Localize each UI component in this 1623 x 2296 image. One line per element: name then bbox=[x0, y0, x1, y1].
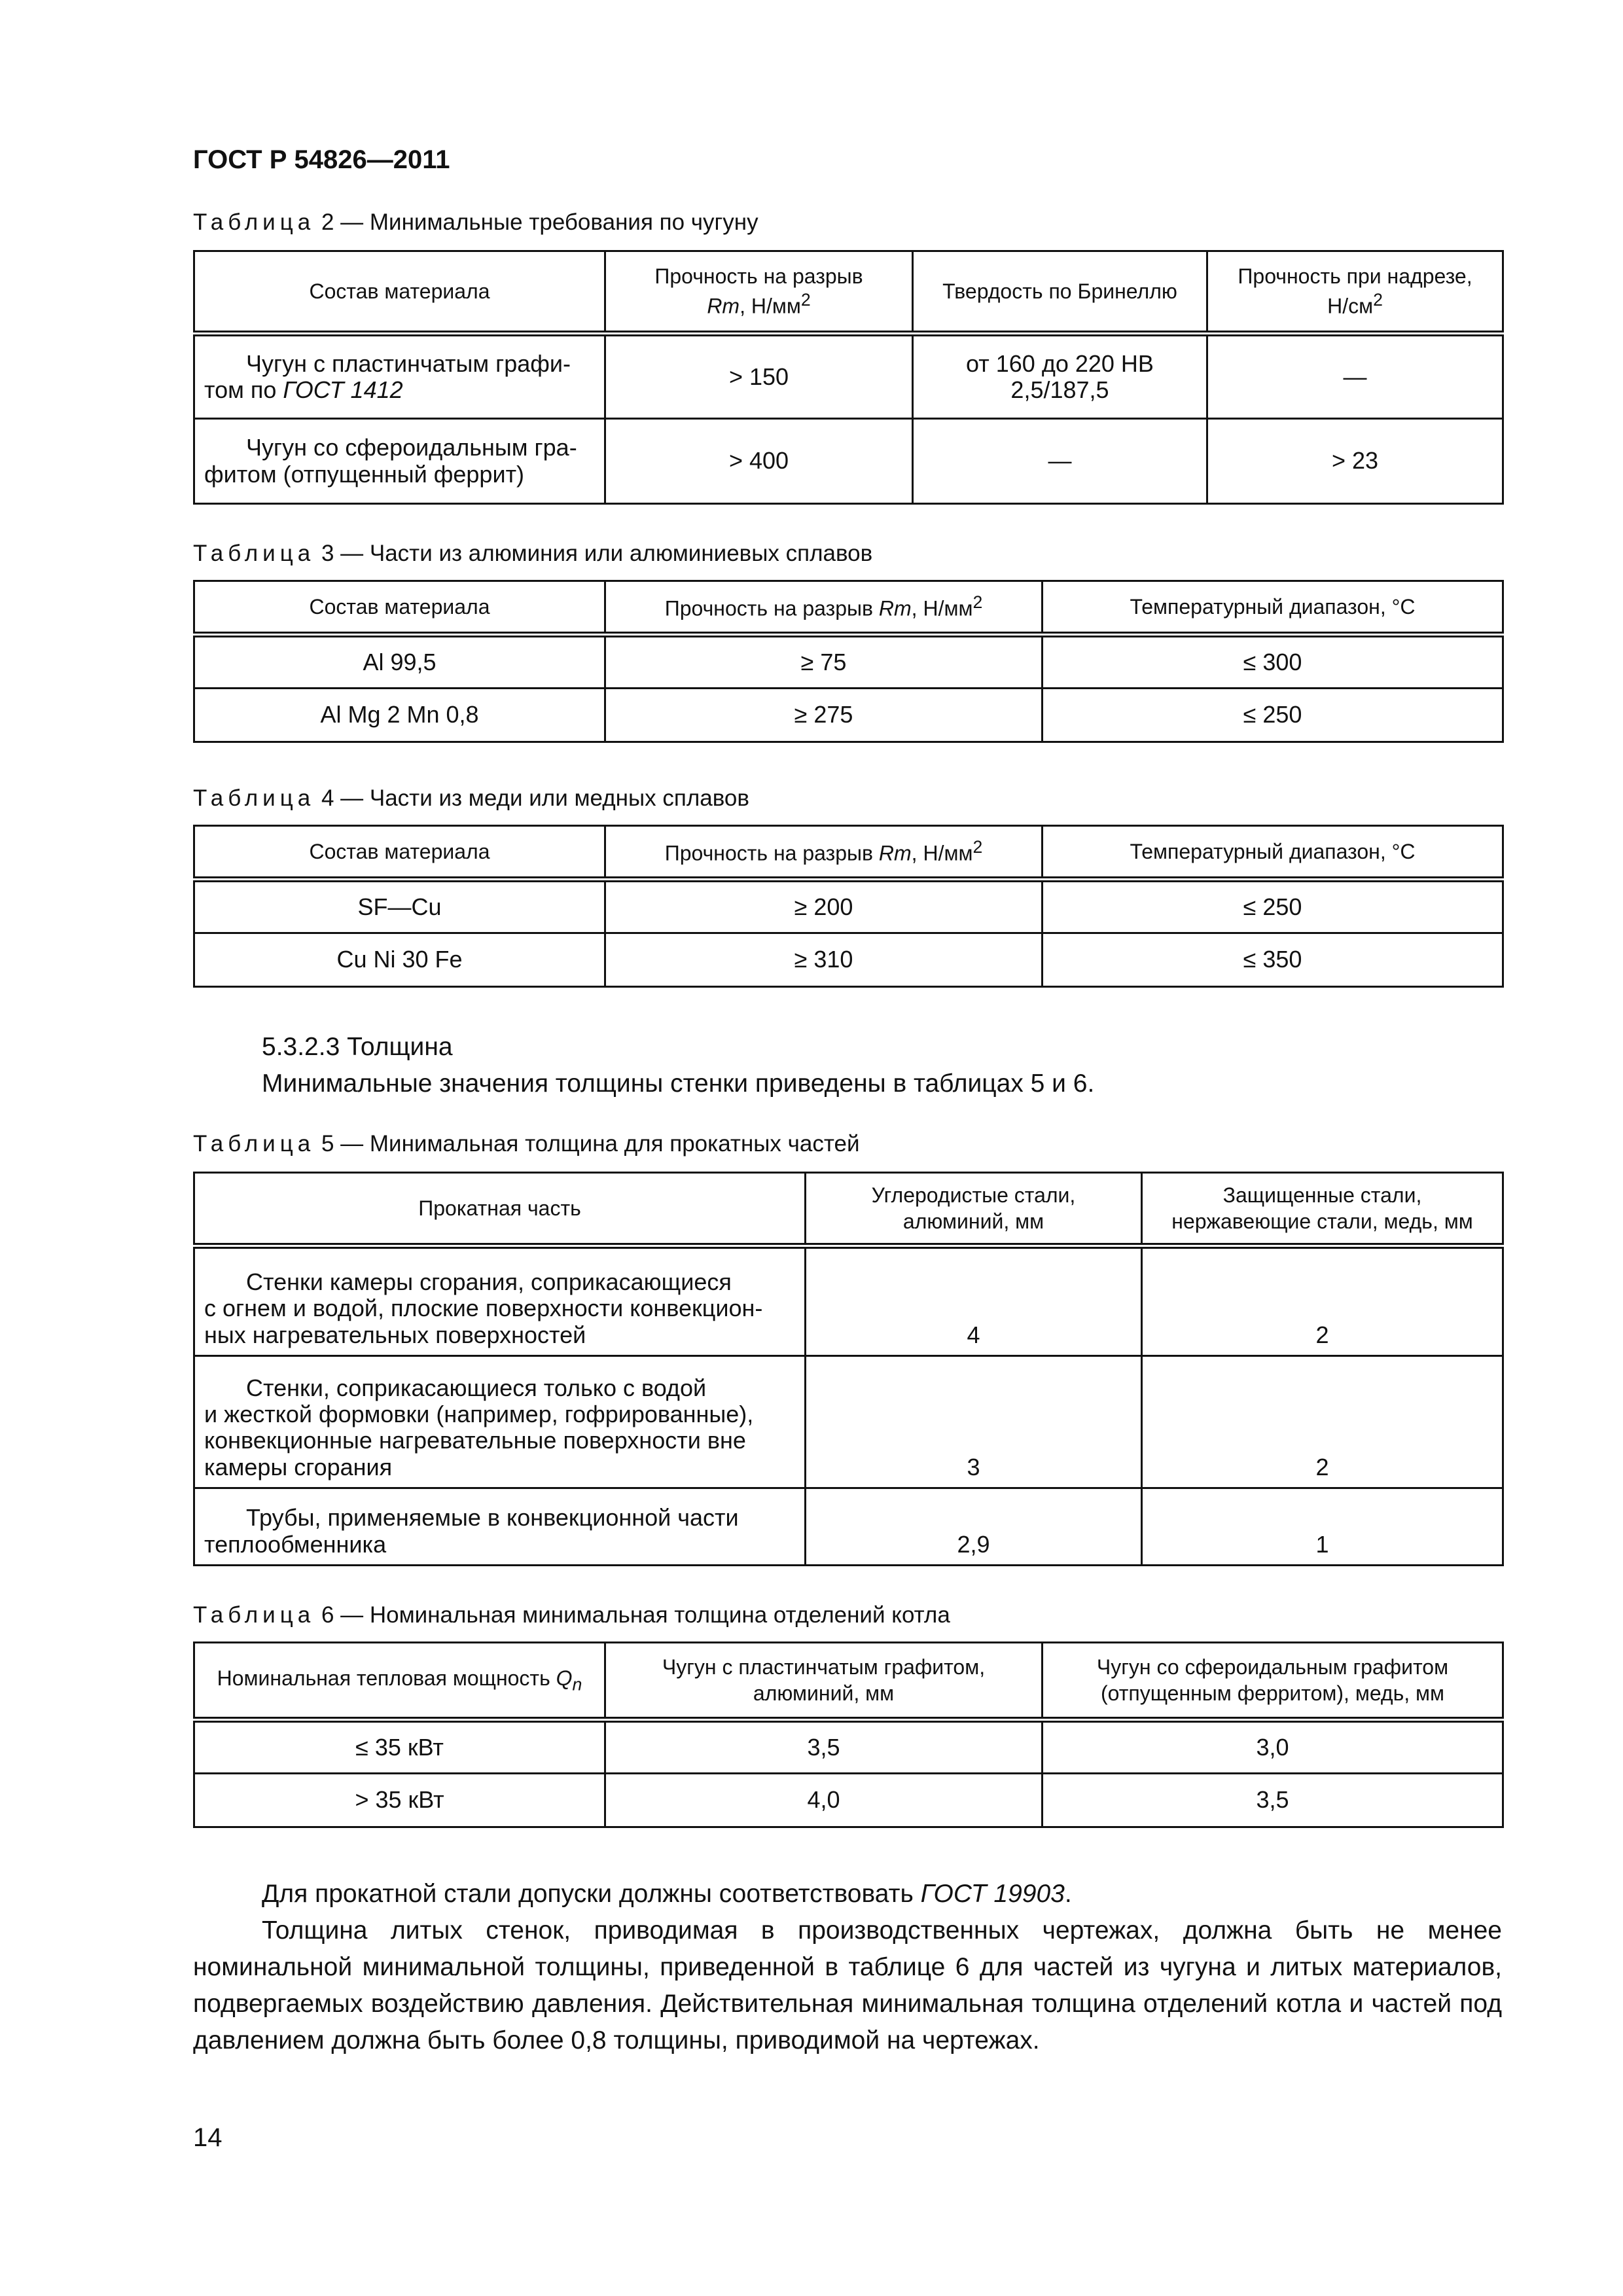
table3-caption: Таблица 3 — Части из алюминия или алюминиевых сплавов bbox=[193, 541, 873, 566]
table4-cell: Cu Ni 30 Fe bbox=[194, 933, 605, 987]
table4-cell: ≥ 200 bbox=[605, 880, 1043, 933]
section-text: Минимальные значения толщины стенки приведены в таблицах 5 и 6. bbox=[262, 1069, 1095, 1098]
table5 bbox=[193, 1172, 1504, 1566]
table6-header-power: Номинальная тепловая мощность $Q_n$ bbox=[194, 1643, 605, 1720]
table5-header-part: Прокатная часть bbox=[194, 1173, 806, 1246]
table4-header-temperature: Температурный диапазон, °С bbox=[1043, 826, 1503, 880]
table2-caption: Таблица 2 — Минимальные требования по чугуну bbox=[193, 209, 758, 235]
table5-caption: Таблица 5 — Минимальная толщина для прокатных частей bbox=[193, 1131, 860, 1157]
table2-header-notch: Прочность при надрезе, $Н/см^2$ bbox=[1207, 251, 1503, 334]
table4-header-strength: Прочность на разрыв Rm, $Н/мм^2$ bbox=[605, 826, 1043, 880]
table3-header-strength: Прочность на разрыв Rm, $Н/мм^2$ bbox=[605, 581, 1043, 635]
table5-cell-carbon: 4 bbox=[806, 1246, 1142, 1356]
table2-cell-strength: > 400 bbox=[605, 419, 913, 504]
table2-cell-notch: > 23 bbox=[1207, 419, 1503, 504]
table-row bbox=[194, 1774, 1503, 1827]
table4-header-material: Состав материала bbox=[194, 826, 605, 880]
table2-cell-material: Чугун со сфероидальным гра- фитом (отпущенный феррит) bbox=[194, 419, 605, 504]
table6-cell: 3,5 bbox=[1043, 1774, 1503, 1827]
table6-header-spheroidal: Чугун со сфероидальным графитом (отпущенным ферритом), медь, мм bbox=[1043, 1643, 1503, 1720]
table5-cell-protected: 2 bbox=[1142, 1246, 1503, 1356]
table4-cell: SF—Cu bbox=[194, 880, 605, 933]
table3-cell: ≥ 275 bbox=[605, 689, 1043, 742]
table-row bbox=[194, 933, 1503, 987]
table-row bbox=[194, 1246, 1503, 1356]
table4 bbox=[193, 825, 1504, 988]
table2-cell-notch: — bbox=[1207, 334, 1503, 419]
table6-cell: 3,5 bbox=[605, 1720, 1043, 1774]
page-number: 14 bbox=[193, 2123, 223, 2152]
table3-header-material: Состав материала bbox=[194, 581, 605, 635]
table-row bbox=[194, 635, 1503, 689]
table6-cell: > 35 кВт bbox=[194, 1774, 605, 1827]
table6-header-lamellar: Чугун с пластинчатым графитом, алюминий, мм bbox=[605, 1643, 1043, 1720]
table6 bbox=[193, 1641, 1504, 1828]
table2-header-hardness: Твердость по Бринеллю bbox=[913, 251, 1207, 334]
table5-cell-part: Стенки, соприкасающиеся только с водой и жесткой формовки (например, гофрированные), конвекционные нагревательные поверхности вне камеры сгорания bbox=[194, 1356, 806, 1488]
table-row bbox=[194, 1356, 1503, 1488]
table6-cell: 3,0 bbox=[1043, 1720, 1503, 1774]
table-row bbox=[194, 689, 1503, 742]
table3-header-temperature: Температурный диапазон, °С bbox=[1043, 581, 1503, 635]
table5-cell-part: Стенки камеры сгорания, соприкасающиеся с огнем и водой, плоские поверхности конвекцион- ных нагревательных поверхностей bbox=[194, 1246, 806, 1356]
table-row bbox=[194, 1720, 1503, 1774]
table5-cell-part: Трубы, применяемые в конвекционной части теплообменника bbox=[194, 1488, 806, 1566]
table6-caption: Таблица 6 — Номинальная минимальная толщина отделений котла bbox=[193, 1602, 950, 1628]
table-row bbox=[194, 334, 1503, 419]
table2 bbox=[193, 250, 1504, 505]
table5-cell-carbon: 2,9 bbox=[806, 1488, 1142, 1566]
table3-cell: ≤ 300 bbox=[1043, 635, 1503, 689]
table6-cell: ≤ 35 кВт bbox=[194, 1720, 605, 1774]
table2-cell-hardness: от 160 до 220 НВ 2,5/187,5 bbox=[913, 334, 1207, 419]
document-header: ГОСТ Р 54826—2011 bbox=[193, 145, 450, 174]
table6-cell: 4,0 bbox=[605, 1774, 1043, 1827]
table2-header-material: Состав материала bbox=[194, 251, 605, 334]
table4-caption: Таблица 4 — Части из меди или медных сплавов bbox=[193, 785, 749, 811]
table2-cell-hardness: — bbox=[913, 419, 1207, 504]
table3-cell: Al 99,5 bbox=[194, 635, 605, 689]
table3 bbox=[193, 580, 1504, 743]
table4-cell: ≤ 350 bbox=[1043, 933, 1503, 987]
section-heading: 5.3.2.3 Толщина bbox=[262, 1033, 453, 1061]
table-row bbox=[194, 880, 1503, 933]
table3-cell: Al Mg 2 Mn 0,8 bbox=[194, 689, 605, 742]
table-row bbox=[194, 1488, 1503, 1566]
table5-cell-carbon: 3 bbox=[806, 1356, 1142, 1488]
table-row bbox=[194, 419, 1503, 504]
table2-cell-material: Чугун с пластинчатым графи- том по ГОСТ 1412 bbox=[194, 334, 605, 419]
table4-cell: ≤ 250 bbox=[1043, 880, 1503, 933]
table2-header-strength: Прочность на разрыв Rm, $Н/мм^2$ bbox=[605, 251, 913, 334]
table3-cell: ≤ 250 bbox=[1043, 689, 1503, 742]
table5-header-carbon: Углеродистые стали, алюминий, мм bbox=[806, 1173, 1142, 1246]
table4-cell: ≥ 310 bbox=[605, 933, 1043, 987]
paragraph-steel-tolerance: Для прокатной стали допуски должны соответствовать ГОСТ 19903. bbox=[262, 1880, 1072, 1908]
table5-header-protected: Защищенные стали, нержавеющие стали, медь, мм bbox=[1142, 1173, 1503, 1246]
table5-cell-protected: 2 bbox=[1142, 1356, 1503, 1488]
table3-cell: ≥ 75 bbox=[605, 635, 1043, 689]
paragraph-cast-walls: Толщина литых стенок, приводимая в производственных чертежах, должна быть не менее номинальной минимальной толщины, приведенной в таблице 6 для частей из чугуна и литых материалов, подвергаемых воздействию давления. Действительная минимальная толщина отделений котла и частей под давлением должна быть более 0,8 толщины, приводимой на чертежах. bbox=[193, 1916, 1502, 2054]
table5-cell-protected: 1 bbox=[1142, 1488, 1503, 1566]
table2-cell-strength: > 150 bbox=[605, 334, 913, 419]
